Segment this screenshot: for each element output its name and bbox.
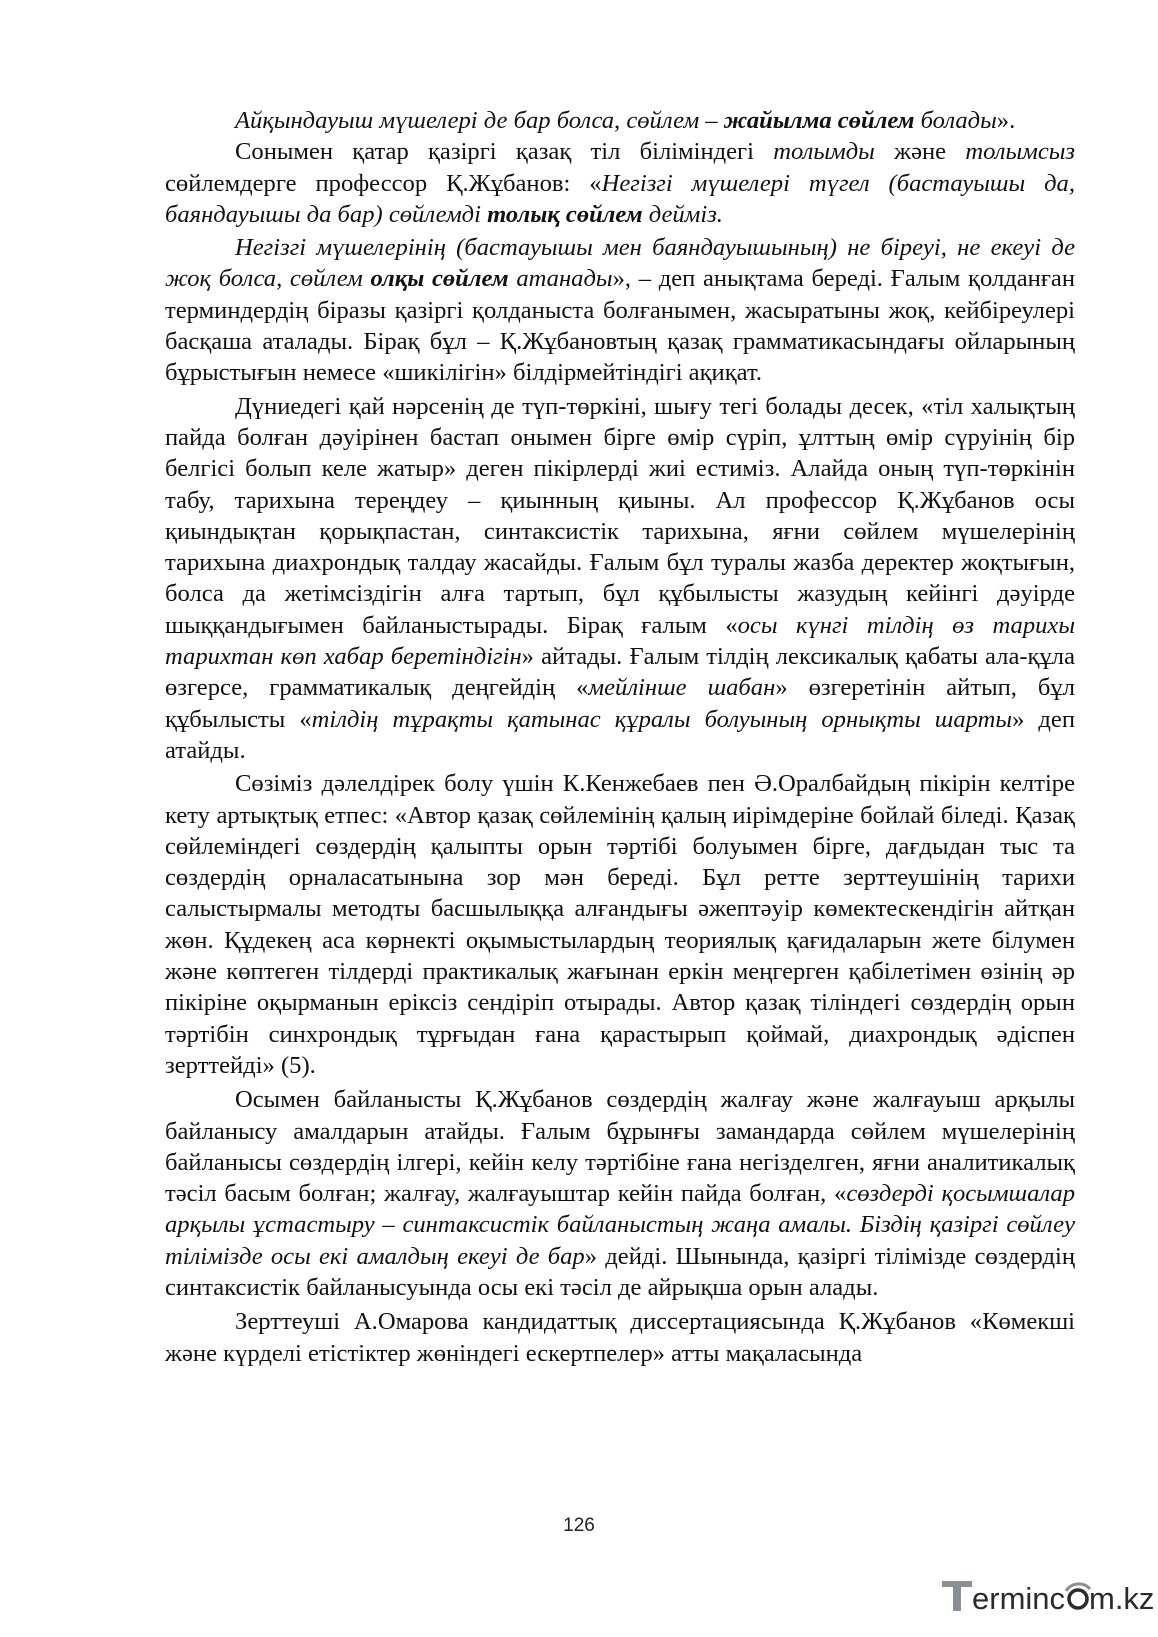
text-run: тілдің тұрақты қатынас құралы болуының орнықты шарты <box>311 705 1013 733</box>
text-run: олқы сөйлем <box>370 265 509 293</box>
text-run: Сонымен қатар қазіргі қазақ тіл біліміндегі <box>235 138 774 166</box>
text-run: және <box>874 138 966 166</box>
paragraph-5 <box>165 768 1075 1081</box>
paragraph-3 <box>165 232 1075 388</box>
text-run: ». <box>996 107 1016 134</box>
text-run: Айқындауыш мүшелері де бар болса, сөйлем – <box>235 107 724 134</box>
paragraph-6 <box>165 1084 1075 1303</box>
logo-o-ring <box>1069 1590 1087 1608</box>
text-run: толық сөйлем <box>487 200 643 228</box>
text-run: » өзгеретінін айтып, бұл құбылысты « <box>165 674 1076 733</box>
paragraph-4 <box>165 391 1075 767</box>
text-run: болады <box>914 107 997 134</box>
text-run: » айтады. Ғалым тілдің лексикалық қабаты ала-құла өзгерсе, грамматикалық деңгейдің « <box>165 643 1075 702</box>
text-run: сөздерді қосымшалар арқылы ұстастыру – синтаксистік байланыстың жаңа амалы. Біздің қазіргі сөйлеу тілімізде осы екі амалдың екеуі де бар <box>165 1180 1075 1270</box>
text-run: Дүниедегі қай нәрсенің де түп-төркіні, шығу тегі болады десек, «тіл халықтың пайда болған дәуірінен бастап онымен бірге өмір сүріп, ұлттың өмір сүруінің бір белгісі болып келе жатыр» деген пікірлерді жиі естиміз. Алайда оның түп-төркінін табу, тарихына тереңдеу – қиынның қиыны. Ал профессор Қ.Жұбанов осы қиындықтан қорықпастан, синтаксистік тарихына, яғни сөйлем мүшелерінің тарихына диахрондық талдау жасайды. Ғалым бұл туралы жазба деректер жоқтығын, болса да жетімсіздігін алға тартып, бұл құбылысты жазудың кейінгі дәуірде шыққандығымен байланыстырады. Бірақ ғалым « <box>165 392 1075 639</box>
text-run: осы күнгі тілдің өз тарихы тарихтан көп хабар беретіндігін <box>165 611 1075 671</box>
logo-text-1: erminc <box>972 1581 1066 1616</box>
logo-text-2: m.kz <box>1089 1581 1155 1616</box>
text-run: атанады <box>508 265 613 293</box>
text-run: жайылма сөйлем <box>723 107 915 134</box>
document-page <box>165 105 1075 1371</box>
termincom-logo <box>940 1575 1155 1621</box>
text-run: » деп атайды. <box>165 705 1075 764</box>
paragraph-2 <box>165 136 1075 230</box>
text-run: дейміз. <box>642 200 723 228</box>
logo-t-stem <box>953 1581 961 1611</box>
text-run: мейлінше шабан <box>588 674 776 702</box>
text-run: толымсыз <box>965 138 1075 166</box>
text-run: сөйлемдерге профессор Қ.Жұбанов: « <box>165 169 602 197</box>
text-run: толымды <box>773 138 875 166</box>
text-run: », – деп анықтама береді. Ғалым қолданған терминдердің біразы қазіргі қолданыста болғанымен, жасыратыны жоқ, кейбіреулері басқаша аталады. Бірақ бұл – Қ.Жұбановтың қазақ грамматикасындағы ойларының бұрыстығын немесе «шикілігін» білдірмейтіндігі ақиқат. <box>165 265 1075 387</box>
text-run: Осымен байланысты Қ.Жұбанов сөздердің жалғау және жалғауыш арқылы байланысу амалдарын атайды. Ғалым бұрынғы замандарда сөйлем мүшелерінің байланысы сөздердің ілгері, кейін келу тәртібіне ғана негізделген, яғни аналитикалық тәсіл басым болған; жалғау, жалғауыштар кейін пайда болған, « <box>165 1086 1075 1208</box>
text-run: Зерттеуші А.Омарова кандидаттық диссертациясында Қ.Жұбанов «Көмекші және күрделі етістіктер жөніндегі ескертпелер» атты мақаласында <box>165 1308 1075 1367</box>
page-number: 126 <box>563 1515 595 1536</box>
paragraph-1 <box>165 105 1075 136</box>
text-run: Сөзіміз дәлелдірек болу үшін К.Кенжебаев пен Ә.Оралбайдың пікірін келтіре кету артықтық етпес: «Автор қазақ сөйлемінің қалың иірімдеріне бойлай біледі. Қазақ сөйлеміндегі сөздердің қалыпты орын тәртібі болуымен бірге, дағдыдан тыс та сөздердің орналасатынына зор мән береді. Бұл ретте зерттеушінің тарихи салыстырмалы методты басшылыққа алғандығы әжептәуір көмектескендігін айтқан жөн. Құдекең аса көрнекті оқымыстылардың теориялық қағидаларын жете білумен және көптеген тілдерді практикалық жағынан еркін меңгерген қабілетімен өзінің әр пікіріне оқырманын еріксіз сендіріп отырады. Автор қазақ тіліндегі сөздердің орын тәртібін синхрондық тұрғыдан ғана қарастырып қоймай, диахрондық әдіспен зерттейді» (5). <box>165 770 1075 1079</box>
paragraph-7 <box>165 1306 1075 1369</box>
text-run: » дейді. Шынында, қазіргі тілімізде сөздердің синтаксистік байланысуында осы екі тәсіл де айрықша орын алады. <box>165 1242 1076 1301</box>
text-run: Негізгі мүшелерінің (бастауышы мен баяндауышының) не біреуі, не екеуі де жоқ болса, сөйлем <box>165 234 1075 293</box>
termincom-logo-icon <box>940 1575 1155 1621</box>
text-run: Негізгі мүшелері түгел (бастауышы да, баяндауышы да бар) сөйлемді <box>165 169 1075 228</box>
